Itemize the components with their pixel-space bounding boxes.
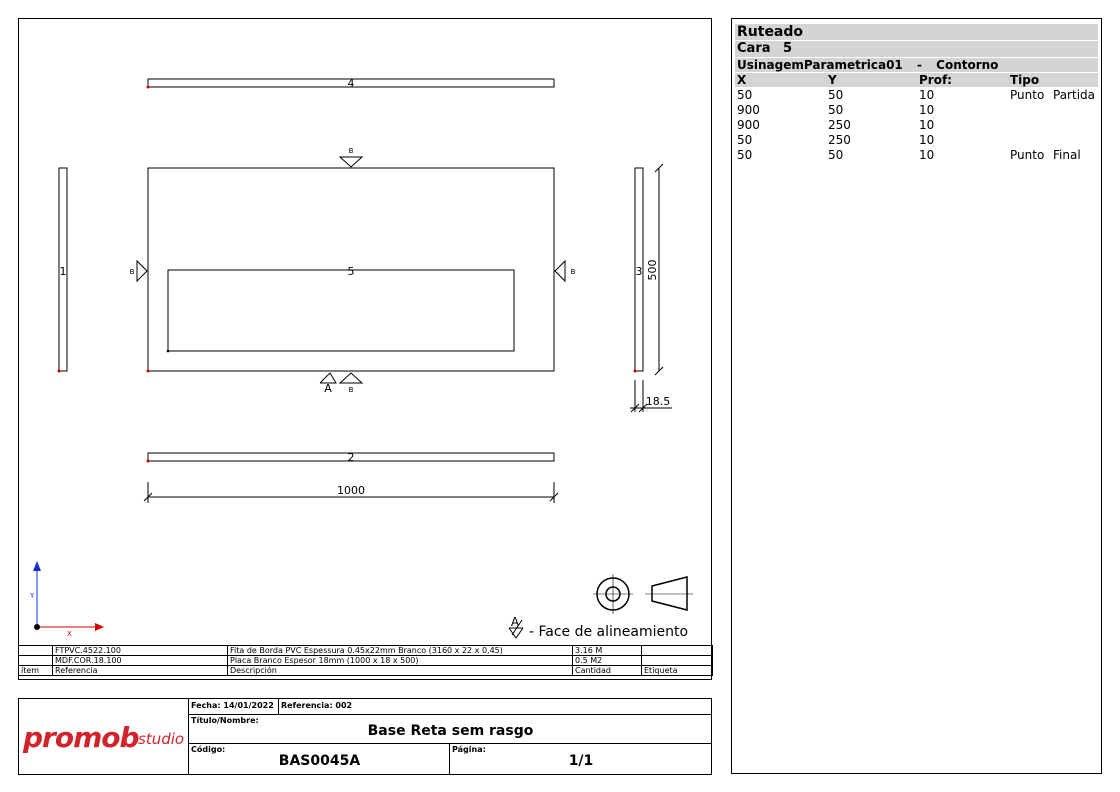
svg-text:B: B [129, 268, 135, 276]
description-cell: Fita de Borda PVC Espessura 0.45x22mm Branco (3160 x 22 x 0,45) [228, 646, 573, 656]
svg-text:A: A [510, 615, 520, 629]
column-x: X [737, 73, 747, 87]
table-header-row [19, 666, 713, 676]
part-2-label: 2 [347, 451, 355, 464]
edge-marker-bottom [340, 373, 362, 394]
axis-x-label: X [67, 630, 72, 638]
axis-indicator [29, 561, 104, 638]
edge-marker-right [555, 261, 576, 281]
parts-table [18, 645, 713, 676]
svg-text:B: B [348, 147, 354, 155]
projection-symbol-icon [593, 574, 693, 614]
operation-name: UsinagemParametrica01 [737, 58, 903, 72]
item-cell [19, 656, 53, 666]
dimension-width: 1000 [337, 484, 365, 497]
face-number: 5 [783, 41, 793, 56]
reference-cell: FTPVC.4522.100 [53, 646, 228, 656]
routing-row[interactable]: 50 50 10 Punto Partida [737, 88, 1095, 102]
column-type: Tipo [1010, 73, 1040, 87]
promob-logo: promob studio [23, 721, 185, 754]
operation-row [735, 58, 1098, 72]
table-row[interactable] [19, 646, 713, 656]
routing-contour[interactable] [168, 270, 514, 351]
quantity-cell: 0.5 M2 [573, 656, 642, 666]
edge-marker-left [130, 261, 147, 281]
part-1-label: 1 [59, 265, 67, 278]
header-description: Descripción [228, 666, 573, 676]
date-label: Fecha: 14/01/2022 [191, 701, 274, 710]
edge-marker-top [340, 147, 362, 167]
page-label: Página: [452, 745, 486, 754]
svg-text:B: B [348, 386, 354, 394]
header-item: ítem [19, 666, 53, 676]
routing-panel [731, 18, 1102, 774]
part-3-label: 3 [635, 265, 643, 278]
header-reference: Referencia [53, 666, 228, 676]
alignment-legend [509, 615, 688, 640]
routing-title: Ruteado [735, 24, 1098, 40]
routing-row[interactable]: 50 50 10 Punto Final [737, 148, 1081, 162]
description-cell: Placa Branco Espesor 18mm (1000 x 18 x 500) [228, 656, 573, 666]
label-cell [642, 656, 713, 666]
alignment-legend-text: - Face de alineamiento [529, 624, 689, 640]
header-label: Etiqueta [642, 666, 713, 676]
column-depth: Prof: [919, 73, 952, 87]
quantity-cell: 3.16 M [573, 646, 642, 656]
routing-row[interactable]: 900 50 10 [737, 103, 935, 117]
reference-label: Referencia: 002 [281, 701, 353, 710]
axis-y-label: Y [30, 592, 35, 600]
table-row[interactable] [19, 656, 713, 666]
face-label: Cara [737, 41, 771, 56]
operation-separator: - [916, 58, 922, 72]
operation-type: Contorno [936, 58, 999, 72]
part-4-label: 4 [347, 77, 355, 90]
reference-cell: MDF.COR.18.100 [53, 656, 228, 666]
routing-header-row [735, 73, 1098, 87]
dimension-thickness: 18.5 [645, 395, 671, 408]
part-5-label: 5 [347, 265, 355, 278]
alignment-marker [320, 373, 336, 395]
item-cell [19, 646, 53, 656]
title-block [18, 698, 712, 775]
page-number: 1/1 [568, 753, 594, 769]
code-label: Código: [191, 745, 226, 754]
label-cell [642, 646, 713, 656]
routing-row[interactable]: 900 250 10 [737, 118, 935, 132]
svg-text:B: B [570, 268, 576, 276]
document-title: Base Reta sem rasgo [367, 723, 534, 739]
title-label: Título/Nombre: [191, 716, 259, 725]
document-code: BAS0045A [278, 753, 361, 769]
header-quantity: Cantidad [573, 666, 642, 676]
routing-row[interactable]: 50 250 10 [737, 133, 935, 147]
face-row [735, 41, 1098, 57]
svg-text:A: A [324, 382, 332, 395]
dimension-height: 500 [646, 259, 659, 281]
column-y: Y [828, 73, 837, 87]
